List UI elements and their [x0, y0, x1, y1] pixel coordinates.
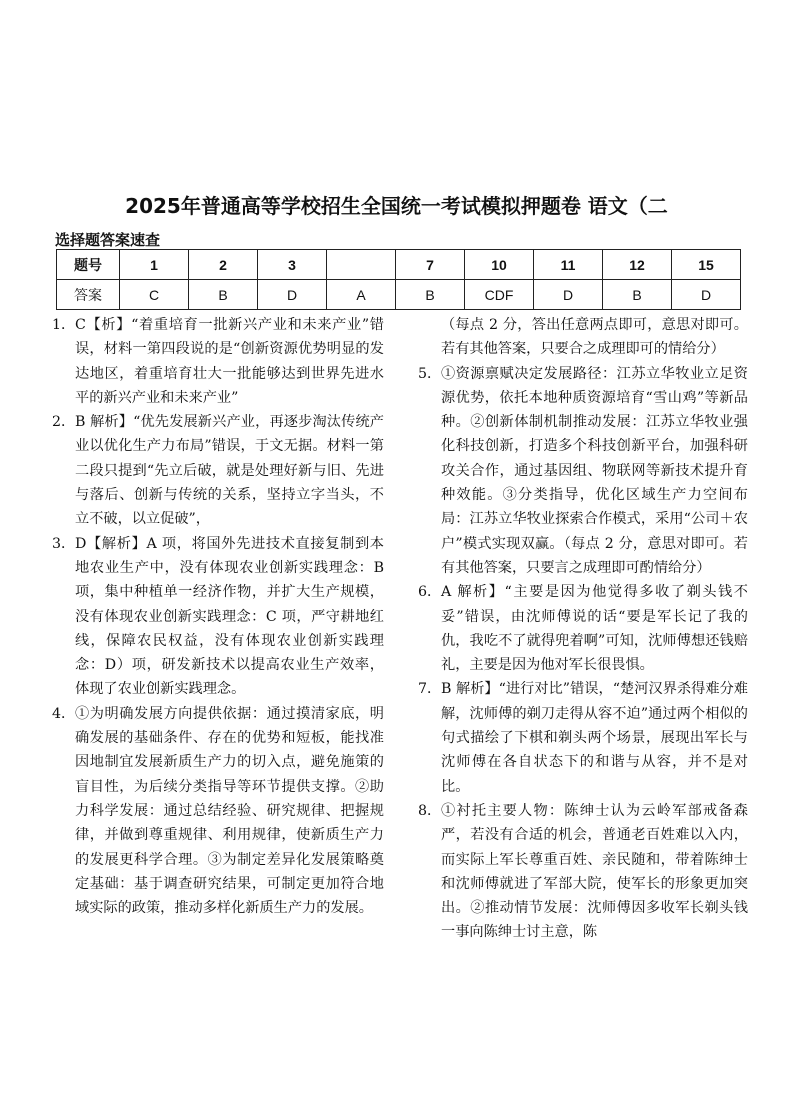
item-text: B 解析】“进行对比”错误，“楚河汉界杀得难分难解，沈师傅的剃刀走得从容不迫”通过两个相似的句式描绘了下棋和剃头两个场景，展现出军长与沈师傅在各自状态下的和谐与从容，并不是对比。	[441, 681, 748, 795]
table-cell: 2	[189, 250, 258, 280]
answer-item-6	[418, 580, 748, 677]
right-column	[418, 313, 748, 945]
item-number: 2．	[52, 414, 76, 431]
table-header-label: 题号	[57, 250, 120, 280]
table-cell: B	[396, 280, 465, 310]
item-number: 3．	[52, 535, 76, 552]
answer-item-1	[52, 313, 384, 410]
table-cell: D	[258, 280, 327, 310]
answer-item-2	[52, 410, 384, 531]
table-cell: 1	[120, 250, 189, 280]
item-text: D【解析】A 项，将国外先进技术直接复制到本地农业生产中，没有体现农业创新实践理念：B 项，集中种植单一经济作物，并扩大生产规模，没有体现农业创新实践理念：C 项，严守耕地红线，保障农民权益，没有体现农业创新实践理念：D）项，研发新技术以提高农业生产效率，体现了农业创新实践理念。	[75, 535, 384, 698]
item-text: B 解析】“优先发展新兴产业，再逐步淘汰传统产业以优化生产力布局”错误，于文无据。材料一第二段只提到“先立后破，就是处理好新与旧、先进与落后、创新与传统的关系，坚持立字当头，不立不破，以立促破”，	[75, 414, 384, 528]
item-text: ①资源禀赋决定发展路径：江苏立华牧业立足资源优势，依托本地种质资源培育“雪山鸡”等新品种。②创新体制机制推动发展：江苏立华牧业强化科技创新，打造多个科技创新平台，加强科研攻关合作，通过基因组、物联网等新技术提升育种效能。③分类指导，优化区域生产力空间布局：江苏立华牧业探索合作模式，采用“公司＋农户”模式实现双赢。（每点 2 分，意思对即可。若有其他答案，只要言之成理即可酌情给分）	[441, 365, 748, 576]
table-row-answers	[57, 280, 741, 310]
answer-item-3	[52, 532, 384, 702]
table-cell: 3	[258, 250, 327, 280]
item-4-continuation: （每点 2 分，答出任意两点即可，意思对即可。若有其他答案，只要合之成理即可的情给分）	[441, 317, 748, 358]
item-text: A 解析】“主要是因为他觉得多收了剃头钱不妥”错误，由沈师傅说的话“要是军长记了我的仇，我吃不了就得兜着啊”可知，沈师傅想还钱赔礼，主要是因为他对军长很畏惧。	[441, 584, 748, 674]
table-row-numbers	[57, 250, 741, 280]
table-cell: 11	[534, 250, 603, 280]
item-number: 6．	[418, 584, 442, 601]
item-text: ①为明确发展方向提供依据：通过摸清家底，明确发展的基础条件、存在的优势和短板，能找准因地制宜发展新质生产力的切入点，避免施策的盲目性，为后续分类指导等环节提供支撑。②助力科学发展：通过总结经验、研究规律、把握规律，并做到尊重规律、利用规律，使新质生产力的发展更科学合理。③为制定差异化发展策略奠定基础：基于调查研究结果，可制定更加符合地域实际的政策，推动多样化新质生产力的发展。	[75, 705, 384, 917]
answer-item-4	[52, 702, 384, 921]
item-number: 8．	[418, 802, 442, 819]
item-text: C【析】“着重培育一批新兴产业和未来产业”错误，材料一第四段说的是“创新资源优势明显的发达地区，着重培育壮大一批能够达到世界先进水平的新兴产业和未来产业”	[75, 317, 384, 406]
table-cell: B	[189, 280, 258, 310]
left-column	[52, 313, 384, 920]
table-cell: 15	[672, 250, 741, 280]
answer-item-5	[418, 362, 748, 581]
answer-item-8	[418, 799, 748, 945]
page-title: 2025年普通高等学校招生全国统一考试模拟押题卷 语文（二	[125, 194, 668, 218]
item-number: 1．	[52, 317, 76, 333]
table-answer-label: 答案	[57, 280, 120, 310]
table-cell	[327, 250, 396, 280]
answer-item-7	[418, 677, 748, 798]
item-text: ①衬托主要人物：陈绅士认为云岭军部戒备森严，若没有合适的机会，普通老百姓难以入内，而实际上军长尊重百姓、亲民随和，带着陈绅士和沈师傅就进了军部大院，使军长的形象更加突出。②推动情节发展：沈师傅因多收军长剃头钱一事向陈绅士讨主意，陈	[441, 802, 748, 941]
item-number: 5．	[418, 365, 442, 382]
item-number: 4．	[52, 705, 76, 722]
table-cell: 10	[465, 250, 534, 280]
section-title: 选择题答案速查	[55, 231, 161, 249]
table-cell: D	[672, 280, 741, 310]
table-cell: A	[327, 280, 396, 310]
table-cell: D	[534, 280, 603, 310]
table-cell: CDF	[465, 280, 534, 310]
answer-table	[56, 249, 741, 310]
item-number: 7．	[418, 681, 442, 698]
table-cell: C	[120, 280, 189, 310]
table-cell: B	[603, 280, 672, 310]
table-cell: 12	[603, 250, 672, 280]
table-cell: 7	[396, 250, 465, 280]
